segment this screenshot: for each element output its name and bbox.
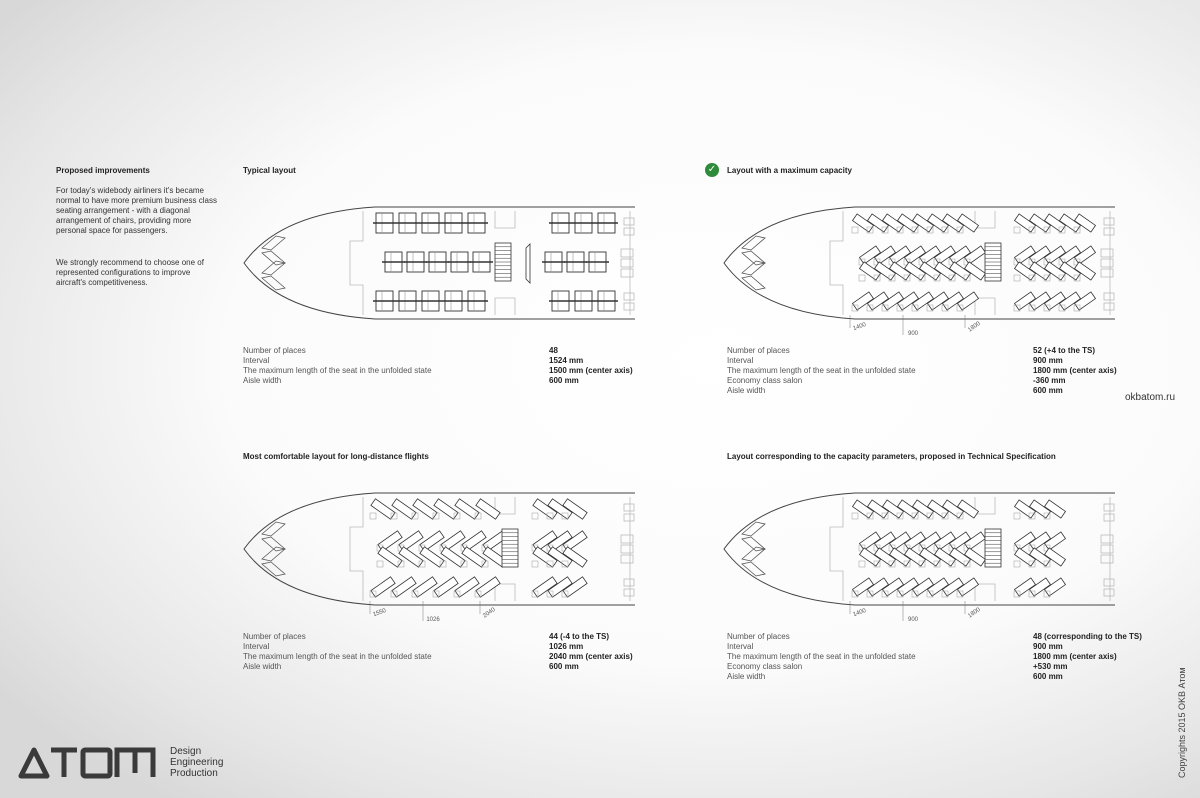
intro-title: Proposed improvements xyxy=(56,166,150,175)
galley-unit xyxy=(1104,293,1114,300)
dimension-label: 1800 xyxy=(967,320,982,334)
spec-value: 900 mm xyxy=(1033,642,1063,651)
spec-label: Interval xyxy=(243,642,270,651)
seat-ottoman xyxy=(377,561,383,567)
check-icon: ✓ xyxy=(705,163,719,177)
fuselage-nose xyxy=(724,493,855,605)
seat xyxy=(420,547,444,567)
galley-unit xyxy=(624,514,634,521)
galley-unit xyxy=(1101,555,1113,563)
seat-ottoman xyxy=(859,275,865,281)
galley-unit xyxy=(624,579,634,586)
intro-paragraph-1: For today's widebody airliners it's became normal to have more premium business class seating arrangement - with a diagonal arrangement of chairs, providing more personal space for passengers. xyxy=(56,186,217,235)
dimension-label: 1550 xyxy=(372,607,387,619)
spec-row xyxy=(727,672,1147,682)
seat-ottoman xyxy=(532,561,538,567)
spec-label: The maximum length of the seat in the unfolded state xyxy=(243,366,432,375)
galley-unit xyxy=(1104,504,1114,511)
seat-ottoman xyxy=(852,513,858,519)
tagline-engineering: Engineering xyxy=(170,756,224,768)
spec-value: +530 mm xyxy=(1033,662,1068,671)
seat-map-ts xyxy=(720,489,1115,624)
spec-row xyxy=(727,356,1147,366)
spec-label: Interval xyxy=(727,356,754,365)
galley-unit xyxy=(621,249,633,257)
spec-value: 52 (+4 to the TS) xyxy=(1033,346,1096,355)
spec-label: Number of places xyxy=(243,346,306,355)
fuselage-nose xyxy=(724,207,855,319)
spec-row xyxy=(727,366,1147,376)
spec-value: 1026 mm xyxy=(549,642,584,651)
spec-value: 48 xyxy=(549,346,558,355)
dimension-label: 1400 xyxy=(852,321,867,333)
dimension-label: 1026 xyxy=(426,617,440,623)
seat xyxy=(371,577,395,597)
specs-typical xyxy=(243,346,643,386)
spec-row xyxy=(727,662,1147,672)
cabin-wall xyxy=(350,211,363,315)
spec-label: Number of places xyxy=(243,632,306,641)
seat xyxy=(455,577,479,597)
seat xyxy=(399,547,423,567)
spec-value: 600 mm xyxy=(549,376,579,385)
spec-label: Aisle width xyxy=(243,662,282,671)
galley-unit xyxy=(624,303,634,310)
layout-title-max: Layout with a maximum capacity xyxy=(727,166,852,175)
cockpit-window xyxy=(742,251,765,265)
seat xyxy=(462,547,486,567)
dimension-label: 1800 xyxy=(967,606,982,620)
spec-value: 48 (corresponding to the TS) xyxy=(1033,632,1142,641)
galley-unit xyxy=(1101,545,1113,553)
seat-map-typical xyxy=(240,203,635,338)
dimension-label: 2040 xyxy=(482,606,497,620)
dimension-label: 900 xyxy=(907,617,919,623)
spec-value: 600 mm xyxy=(1033,386,1063,395)
seat xyxy=(413,499,437,519)
spec-label: Aisle width xyxy=(727,386,766,395)
atom-logo-mark xyxy=(18,745,158,779)
spec-row xyxy=(243,632,643,642)
cockpit-window xyxy=(262,276,285,290)
spec-value: 2040 mm (center axis) xyxy=(549,652,633,661)
spec-value: 1800 mm (center axis) xyxy=(1033,652,1117,661)
galley-unit xyxy=(624,589,634,596)
galley-unit xyxy=(1104,303,1114,310)
spec-value: 1524 mm xyxy=(549,356,584,365)
spec-row xyxy=(243,356,643,366)
galley-unit xyxy=(624,504,634,511)
spec-row xyxy=(727,376,1147,386)
galley-unit xyxy=(624,218,634,225)
spec-row xyxy=(243,652,643,662)
door xyxy=(526,244,530,283)
cabin-wall xyxy=(830,497,843,601)
website-link[interactable]: okbatom.ru xyxy=(1125,392,1176,403)
spec-row xyxy=(727,386,1147,396)
seat xyxy=(413,577,437,597)
galley-unit xyxy=(621,555,633,563)
spec-label: Aisle width xyxy=(243,376,282,385)
seat-ottoman xyxy=(1014,513,1020,519)
spec-row xyxy=(727,642,1147,652)
seat xyxy=(434,577,458,597)
cabin-wall xyxy=(830,211,843,315)
galley-unit xyxy=(621,269,633,277)
seat xyxy=(378,547,402,567)
galley-unit xyxy=(1101,249,1113,257)
seat xyxy=(434,499,458,519)
cockpit-window xyxy=(262,522,285,536)
seat xyxy=(455,499,479,519)
spec-row xyxy=(243,366,643,376)
cockpit-window xyxy=(742,537,765,551)
cockpit-window xyxy=(262,562,285,576)
seat xyxy=(476,499,500,519)
seat-ottoman xyxy=(1014,561,1020,567)
spec-row xyxy=(727,632,1147,642)
layout-title-ts: Layout corresponding to the capacity parameters, proposed in Technical Specification xyxy=(727,452,1056,461)
seat xyxy=(392,499,416,519)
spec-label: Economy class salon xyxy=(727,662,803,671)
spec-label: The maximum length of the seat in the unfolded state xyxy=(243,652,432,661)
spec-row xyxy=(727,346,1147,356)
galley-unit xyxy=(621,259,633,267)
specs-ts xyxy=(727,632,1147,682)
galley-unit xyxy=(1104,218,1114,225)
galley-unit xyxy=(1104,514,1114,521)
galley-unit xyxy=(1104,228,1114,235)
seat-map-comfort xyxy=(240,489,635,624)
specs-max-capacity xyxy=(727,346,1147,396)
cockpit-window xyxy=(262,537,285,551)
spec-label: Economy class salon xyxy=(727,376,803,385)
spec-label: Interval xyxy=(727,642,754,651)
atom-logo xyxy=(18,745,223,779)
galley-unit xyxy=(1101,535,1113,543)
tagline-design: Design xyxy=(170,745,202,757)
layout-title-typical: Typical layout xyxy=(243,166,296,175)
spec-row xyxy=(243,346,643,356)
seat-map-max-capacity xyxy=(720,203,1115,338)
seat xyxy=(371,499,395,519)
spec-value: 1500 mm (center axis) xyxy=(549,366,633,375)
copyright: Copyrights 2015 OKB Атом xyxy=(1177,667,1187,778)
spec-label: Interval xyxy=(243,356,270,365)
fuselage-nose xyxy=(244,493,375,605)
spec-value: 600 mm xyxy=(1033,672,1063,681)
galley-unit xyxy=(624,228,634,235)
spec-value: 44 (-4 to the TS) xyxy=(549,632,610,641)
galley-unit xyxy=(1101,259,1113,267)
fuselage-nose xyxy=(244,207,375,319)
spec-value: -360 mm xyxy=(1033,376,1066,385)
spec-value: 600 mm xyxy=(549,662,579,671)
galley-unit xyxy=(1104,589,1114,596)
dimension-label: 900 xyxy=(907,331,919,337)
seat xyxy=(441,547,465,567)
galley-unit xyxy=(1101,269,1113,277)
cockpit-window xyxy=(742,276,765,290)
spec-value: 1800 mm (center axis) xyxy=(1033,366,1117,375)
spec-row xyxy=(243,376,643,386)
seat xyxy=(476,577,500,597)
cockpit-window xyxy=(742,562,765,576)
specs-comfort xyxy=(243,632,643,672)
layout-title-comfort: Most comfortable layout for long-distance flights xyxy=(243,452,429,461)
tagline-production: Production xyxy=(170,767,218,779)
galley-unit xyxy=(621,545,633,553)
spec-value: 900 mm xyxy=(1033,356,1063,365)
dimension-label: 1400 xyxy=(852,607,867,619)
seat-ottoman xyxy=(852,227,858,233)
spec-row xyxy=(243,642,643,652)
spec-label: Number of places xyxy=(727,632,790,641)
seat xyxy=(392,577,416,597)
cockpit-window xyxy=(742,236,765,250)
cockpit-window xyxy=(742,522,765,536)
spec-label: The maximum length of the seat in the unfolded state xyxy=(727,366,916,375)
spec-label: The maximum length of the seat in the unfolded state xyxy=(727,652,916,661)
cockpit-window xyxy=(262,251,285,265)
galley-unit xyxy=(621,535,633,543)
intro-paragraph-2: We strongly recommend to choose one of represented configurations to improve aircraft's competitiveness. xyxy=(56,258,204,287)
spec-label: Aisle width xyxy=(727,672,766,681)
seat-ottoman xyxy=(1014,227,1020,233)
seat-ottoman xyxy=(1014,275,1020,281)
galley-unit xyxy=(624,293,634,300)
spec-row xyxy=(243,662,643,672)
seat-ottoman xyxy=(532,513,538,519)
galley-unit xyxy=(1104,579,1114,586)
spec-row xyxy=(727,652,1147,662)
cockpit-window xyxy=(262,236,285,250)
seat-ottoman xyxy=(370,513,376,519)
cabin-wall xyxy=(350,497,363,601)
seat-ottoman xyxy=(859,561,865,567)
spec-label: Number of places xyxy=(727,346,790,355)
